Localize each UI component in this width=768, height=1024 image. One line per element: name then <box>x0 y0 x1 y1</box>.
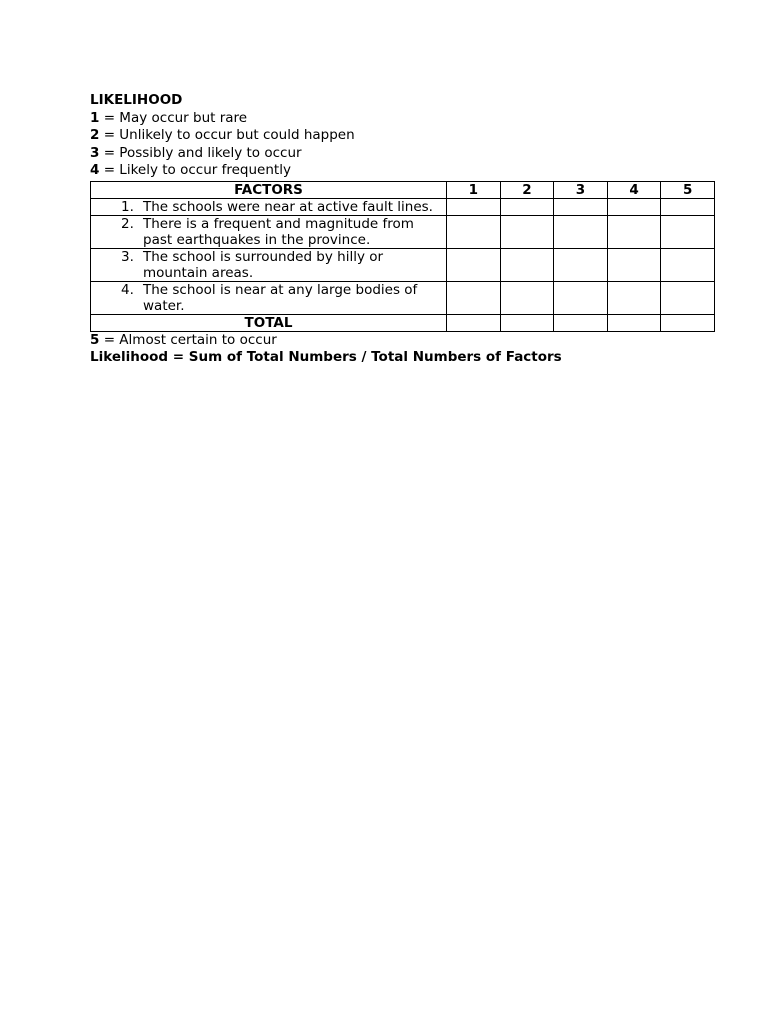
factor-number: 1. <box>121 198 134 215</box>
table-header-row <box>91 181 715 198</box>
scale-item-4 <box>90 162 714 180</box>
score-cell-2[interactable] <box>500 215 554 248</box>
score-cell-3[interactable] <box>554 198 608 215</box>
score-cell-3[interactable] <box>554 248 608 281</box>
score-cell-2[interactable] <box>500 281 554 314</box>
factors-column-header: FACTORS <box>91 181 447 198</box>
total-label: TOTAL <box>91 314 447 331</box>
score-column-header-5: 5 <box>661 181 715 198</box>
total-cell-1[interactable] <box>447 314 501 331</box>
factors-table <box>90 181 715 332</box>
score-cell-5[interactable] <box>661 248 715 281</box>
likelihood-formula: Likelihood = Sum of Total Numbers / Total Numbers of Factors <box>90 349 562 365</box>
total-cell-3[interactable] <box>554 314 608 331</box>
score-column-header-4: 4 <box>607 181 661 198</box>
scale-description: = Likely to occur frequently <box>103 162 291 178</box>
likelihood-heading: LIKELIHOOD <box>90 92 183 108</box>
score-column-header-1: 1 <box>447 181 501 198</box>
factor-cell <box>91 248 447 281</box>
score-cell-2[interactable] <box>500 248 554 281</box>
document-page <box>90 92 714 367</box>
score-cell-3[interactable] <box>554 215 608 248</box>
scale-description: = May occur but rare <box>103 109 248 126</box>
factor-number: 3. <box>121 248 134 265</box>
scale-item-1 <box>90 110 714 128</box>
table-row <box>91 215 715 248</box>
factor-cell <box>91 281 447 314</box>
score-cell-4[interactable] <box>607 198 661 215</box>
factor-number: 4. <box>121 281 134 298</box>
score-cell-1[interactable] <box>447 281 501 314</box>
total-cell-2[interactable] <box>500 314 554 331</box>
factor-text: The school is surrounded by hilly or mountain areas. <box>143 248 384 281</box>
score-cell-5[interactable] <box>661 215 715 248</box>
table-row <box>91 248 715 281</box>
score-cell-4[interactable] <box>607 281 661 314</box>
factor-cell <box>91 215 447 248</box>
scale-number: 4 <box>90 162 100 178</box>
scale-description: = Possibly and likely to occur <box>103 144 302 161</box>
factor-cell <box>91 198 447 215</box>
scale-number: 2 <box>90 127 100 143</box>
scale-description: = Almost certain to occur <box>103 331 277 348</box>
factor-number: 2. <box>121 215 134 232</box>
score-cell-5[interactable] <box>661 281 715 314</box>
table-row <box>91 281 715 314</box>
total-cell-4[interactable] <box>607 314 661 331</box>
scale-description: = Unlikely to occur but could happen <box>103 127 355 143</box>
score-column-header-3: 3 <box>554 181 608 198</box>
score-column-header-2: 2 <box>500 181 554 198</box>
score-cell-4[interactable] <box>607 248 661 281</box>
total-cell-5[interactable] <box>661 314 715 331</box>
scale-number: 3 <box>90 144 100 161</box>
scale-item-3 <box>90 145 714 163</box>
score-cell-1[interactable] <box>447 215 501 248</box>
factor-text: The school is near at any large bodies of water. <box>143 281 418 314</box>
score-cell-1[interactable] <box>447 198 501 215</box>
scale-number: 5 <box>90 331 100 348</box>
scale-item-2 <box>90 127 714 145</box>
score-cell-5[interactable] <box>661 198 715 215</box>
score-cell-1[interactable] <box>447 248 501 281</box>
table-total-row <box>91 314 715 331</box>
factor-text: The schools were near at active fault lines. <box>143 198 433 215</box>
factor-text: There is a frequent and magnitude from past earthquakes in the province. <box>143 215 414 248</box>
table-row <box>91 198 715 215</box>
score-cell-3[interactable] <box>554 281 608 314</box>
score-cell-2[interactable] <box>500 198 554 215</box>
scale-item-5 <box>90 332 714 350</box>
scale-number: 1 <box>90 109 100 126</box>
score-cell-4[interactable] <box>607 215 661 248</box>
